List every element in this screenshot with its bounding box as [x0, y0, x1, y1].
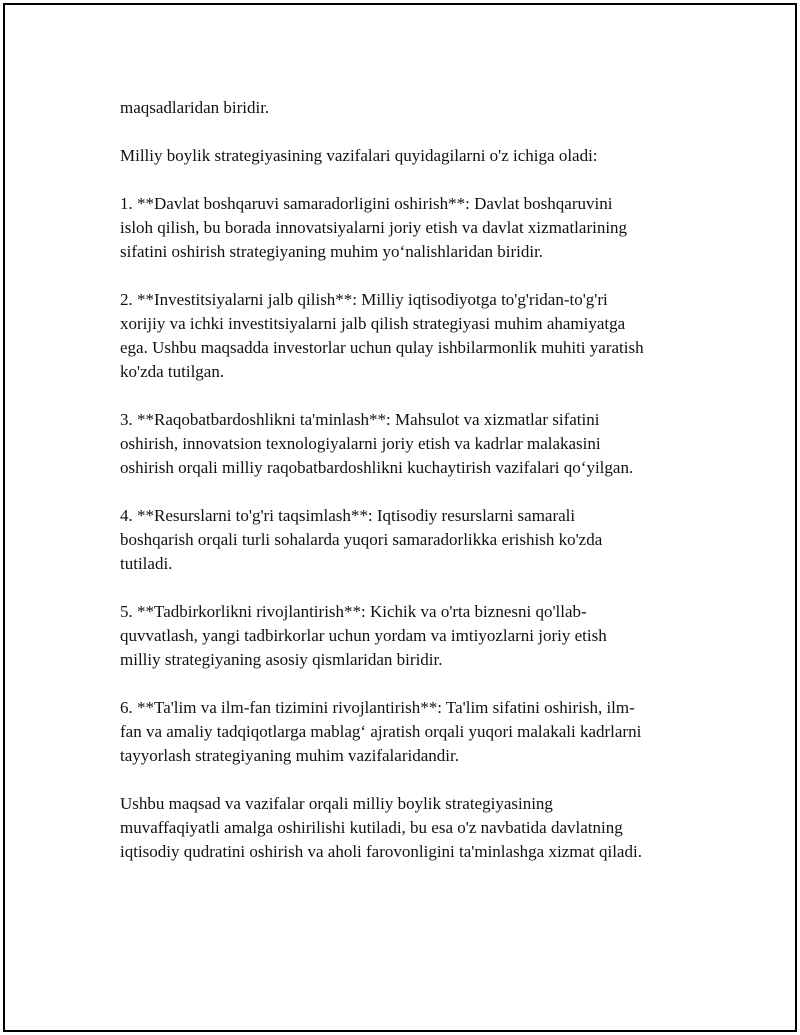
list-item-4: 4. **Resurslarni to'g'ri taqsimlash**: Iqtisodiy resurslarni samarali boshqarish orqali turli sohalarda yuqori samaradorlikka erishish ko'zda tutiladi. [120, 506, 603, 573]
paragraph-continuation: maqsadlaridan biridir. [120, 98, 270, 117]
paragraph-conclusion: Ushbu maqsad va vazifalar orqali milliy boylik strategiyasining muvaffaqiyatli amalga oshirilishi kutiladi, bu esa o'z navbatida davlatning iqtisodiy qudratini oshirish va aholi farovonligini ta'minlashga xizmat qiladi. [120, 794, 642, 861]
list-item-2: 2. **Investitsiyalarni jalb qilish**: Milliy iqtisodiyotga to'g'ridan-to'g'ri xorijiy va ichki investitsiyalarni jalb qilish strategiyasi muhim ahamiyatga ega. Ushbu maqsadda investorlar uchun qulay ishbilarmonlik muhiti yaratish ko'zda tutilgan. [120, 290, 644, 381]
list-item-3: 3. **Raqobatbardoshlikni ta'minlash**: Mahsulot va xizmatlar sifatini oshirish, innovatsion texnologiyalarni joriy etish va kadrlar malakasini oshirish orqali milliy raqobatbardoshlikni kuchaytirish vazifalari qo‘yilgan. [120, 410, 634, 477]
list-item-1: 1. **Davlat boshqaruvi samaradorligini oshirish**: Davlat boshqaruvini isloh qilish, bu borada innovatsiyalarni joriy etish va davlat xizmatlarining sifatini oshirish strategiyaning muhim yo‘nalishlaridan biridir. [120, 194, 628, 261]
list-item-5: 5. **Tadbirkorlikni rivojlantirish**: Kichik va o'rta biznesni qo'llab- quvvatlash, yangi tadbirkorlar uchun yordam va imtiyozlarni joriy etish milliy strategiyaning asosiy qismlaridan biridir. [120, 602, 607, 669]
list-item-6: 6. **Ta'lim va ilm-fan tizimini rivojlantirish**: Ta'lim sifatini oshirish, ilm- fan va amaliy tadqiqotlarga mablag‘ ajratish orqali yuqori malakali kadrlarni tayyorlash strategiyaning muhim vazifalaridandir. [120, 698, 642, 765]
document-body [120, 96, 695, 888]
paragraph-intro: Milliy boylik strategiyasining vazifalari quyidagilarni o'z ichiga oladi: [120, 146, 598, 165]
document-page [3, 3, 797, 1032]
